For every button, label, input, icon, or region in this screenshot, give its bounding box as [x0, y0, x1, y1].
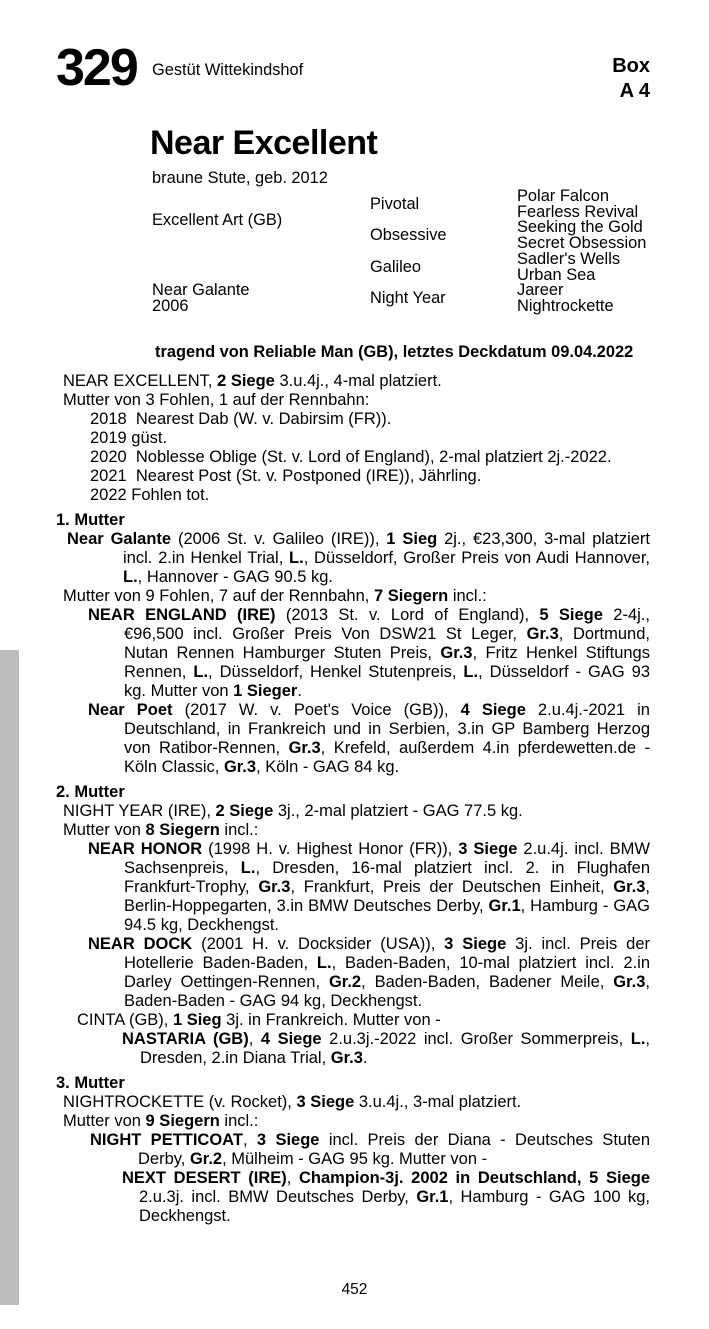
pedigree-entry: Seeking the Gold	[517, 218, 643, 237]
pedigree-generation-2	[370, 189, 514, 315]
pedigree-entry: Galileo	[370, 257, 422, 276]
box-number: A 4	[619, 80, 650, 102]
catalog-body	[56, 372, 651, 1226]
dam2-produce-intro: Mutter von 8 Siegern incl.:	[63, 821, 259, 839]
pedigree-entry: Obsessive	[370, 226, 447, 245]
produce-2020: 2020 Noblesse Oblige (St. v. Lord of England), 2-mal platziert 2j.-2022.	[90, 448, 612, 466]
mutter-heading: 3. Mutter	[56, 1074, 125, 1092]
pedigree-entry: Jareer	[517, 281, 564, 300]
produce-2019: 2019 güst.	[90, 429, 168, 447]
pedigree-entry: Secret Obsession	[517, 234, 647, 253]
pedigree-entry: Fearless Revival	[517, 202, 639, 221]
mutter-heading: 2. Mutter	[56, 783, 125, 801]
near-dock: NEAR DOCK (2001 H. v. Docksider (USA)), 3 Siege 3j. incl. Preis der Hotellerie Baden-Baden, L., Baden-Baden, 10-mal platziert incl. 2.in Darley Oettingen-Rennen, Gr.2, Baden-Baden, Badener Meile, Gr.3, Baden-Baden - GAG 94 kg, Deckhengst.	[88, 935, 650, 1010]
thumb-index-bar	[0, 650, 19, 1305]
pedigree-entry: Night Year	[370, 289, 446, 308]
dam1-record: Near Galante (2006 St. v. Galileo (IRE)), 1 Sieg 2j., €23,300, 3-mal platziert incl. 2.in Henkel Trial, L., Düsseldorf, Großer Preis von Audi Hannover, L., Hannover - GAG 90.5 kg.	[67, 530, 650, 586]
dam1-produce-intro: Mutter von 9 Fohlen, 7 auf der Rennbahn, 7 Siegern incl.:	[63, 587, 487, 605]
night-petticoat: NIGHT PETTICOAT, 3 Siege incl. Preis der Diana - Deutsches Stuten Derby, Gr.2, Mülheim - GAG 95 kg. Mutter von -	[90, 1131, 651, 1168]
produce-2018: 2018 Nearest Dab (W. v. Dabirsim (FR)).	[90, 410, 392, 428]
produce-intro: Mutter von 3 Fohlen, 1 auf der Rennbahn:	[63, 391, 370, 409]
produce-2022: 2022 Fohlen tot.	[90, 486, 210, 504]
box-label: Box	[612, 55, 650, 77]
lot-race-record: NEAR EXCELLENT, 2 Siege 3.u.4j., 4-mal platziert.	[63, 372, 442, 390]
dam3-record: NIGHTROCKETTE (v. Rocket), 3 Siege 3.u.4j., 3-mal platziert.	[63, 1093, 522, 1111]
near-england: NEAR ENGLAND (IRE) (2013 St. v. Lord of England), 5 Siege 2-4j., €96,500 incl. Großer Preis Von DSW21 St Leger, Gr.3, Dortmund, Nutan Rennen Hamburger Stuten Preis, Gr.3, Fritz Henkel Stiftungs Rennen, L., Düsseldorf, Henkel Stutenpreis, L., Düsseldorf - GAG 93 kg. Mutter von 1 Sieger.	[88, 606, 650, 700]
pedigree-entry: Urban Sea	[517, 265, 596, 284]
horse-name: Near Excellent	[150, 124, 378, 162]
cinta: CINTA (GB), 1 Sieg 3j. in Frankreich. Mutter von -	[77, 1011, 441, 1029]
next-desert: NEXT DESERT (IRE), Champion-3j. 2002 in Deutschland, 5 Siege 2.u.3j. incl. BMW Deutsches Derby, Gr.1, Hamburg - GAG 100 kg, Deckhengst.	[122, 1169, 650, 1225]
lot-number: 329	[56, 39, 137, 97]
pedigree-dam-name: Near Galante	[152, 281, 250, 300]
pedigree-dam-year: 2006	[152, 296, 189, 315]
pedigree-entry: Polar Falcon	[517, 187, 610, 205]
horse-details: braune Stute, geb. 2012	[152, 169, 328, 187]
pedigree-sire-name: Excellent Art (GB)	[152, 210, 283, 229]
pedigree-entry: Sadler's Wells	[517, 249, 621, 268]
pedigree-entry: Nightrockette	[517, 296, 614, 315]
covering-line: tragend von Reliable Man (GB), letztes Deckdatum 09.04.2022	[155, 343, 634, 361]
consignor-name: Gestüt Wittekindshof	[152, 61, 304, 79]
box-assignment	[540, 54, 650, 104]
near-poet: Near Poet (2017 W. v. Poet's Voice (GB)), 4 Siege 2.u.4j.-2021 in Deutschland, in Frankreich und in Serbien, 3.in GP Bamberg Herzog von Ratibor-Rennen, Gr.3, Krefeld, außerdem 4.in pferdewetten.de - Köln Classic, Gr.3, Köln - GAG 84 kg.	[88, 701, 650, 776]
nastaria: NASTARIA (GB), 4 Siege 2.u.3j.-2022 incl. Großer Sommerpreis, L., Dresden, 2.in Diana Trial, Gr.3.	[122, 1030, 651, 1067]
dam3-produce-intro: Mutter von 9 Siegern incl.:	[63, 1112, 259, 1130]
produce-2021: 2021 Nearest Post (St. v. Postponed (IRE)), Jährling.	[90, 467, 482, 485]
dam2-record: NIGHT YEAR (IRE), 2 Siege 3j., 2-mal platziert - GAG 77.5 kg.	[63, 802, 523, 820]
pedigree-dam-cell	[152, 252, 367, 315]
near-honor: NEAR HONOR (1998 H. v. Highest Honor (FR)), 3 Siege 2.u.4j. incl. BMW Sachsenpreis, L., Dresden, 16-mal platziert incl. 2. in Flughafen Frankfurt-Trophy, Gr.3, Frankfurt, Preis der Deutschen Einheit, Gr.3, Berlin-Hoppegarten, 3.in BMW Deutsches Derby, Gr.1, Hamburg - GAG 94.5 kg, Deckhengst.	[88, 840, 650, 934]
mutter-heading: 1. Mutter	[56, 511, 125, 529]
page-number: 452	[341, 1281, 368, 1298]
pedigree-generation-1	[152, 189, 367, 315]
pedigree-entry: Pivotal	[370, 194, 420, 213]
pedigree-generation-3	[517, 189, 707, 315]
